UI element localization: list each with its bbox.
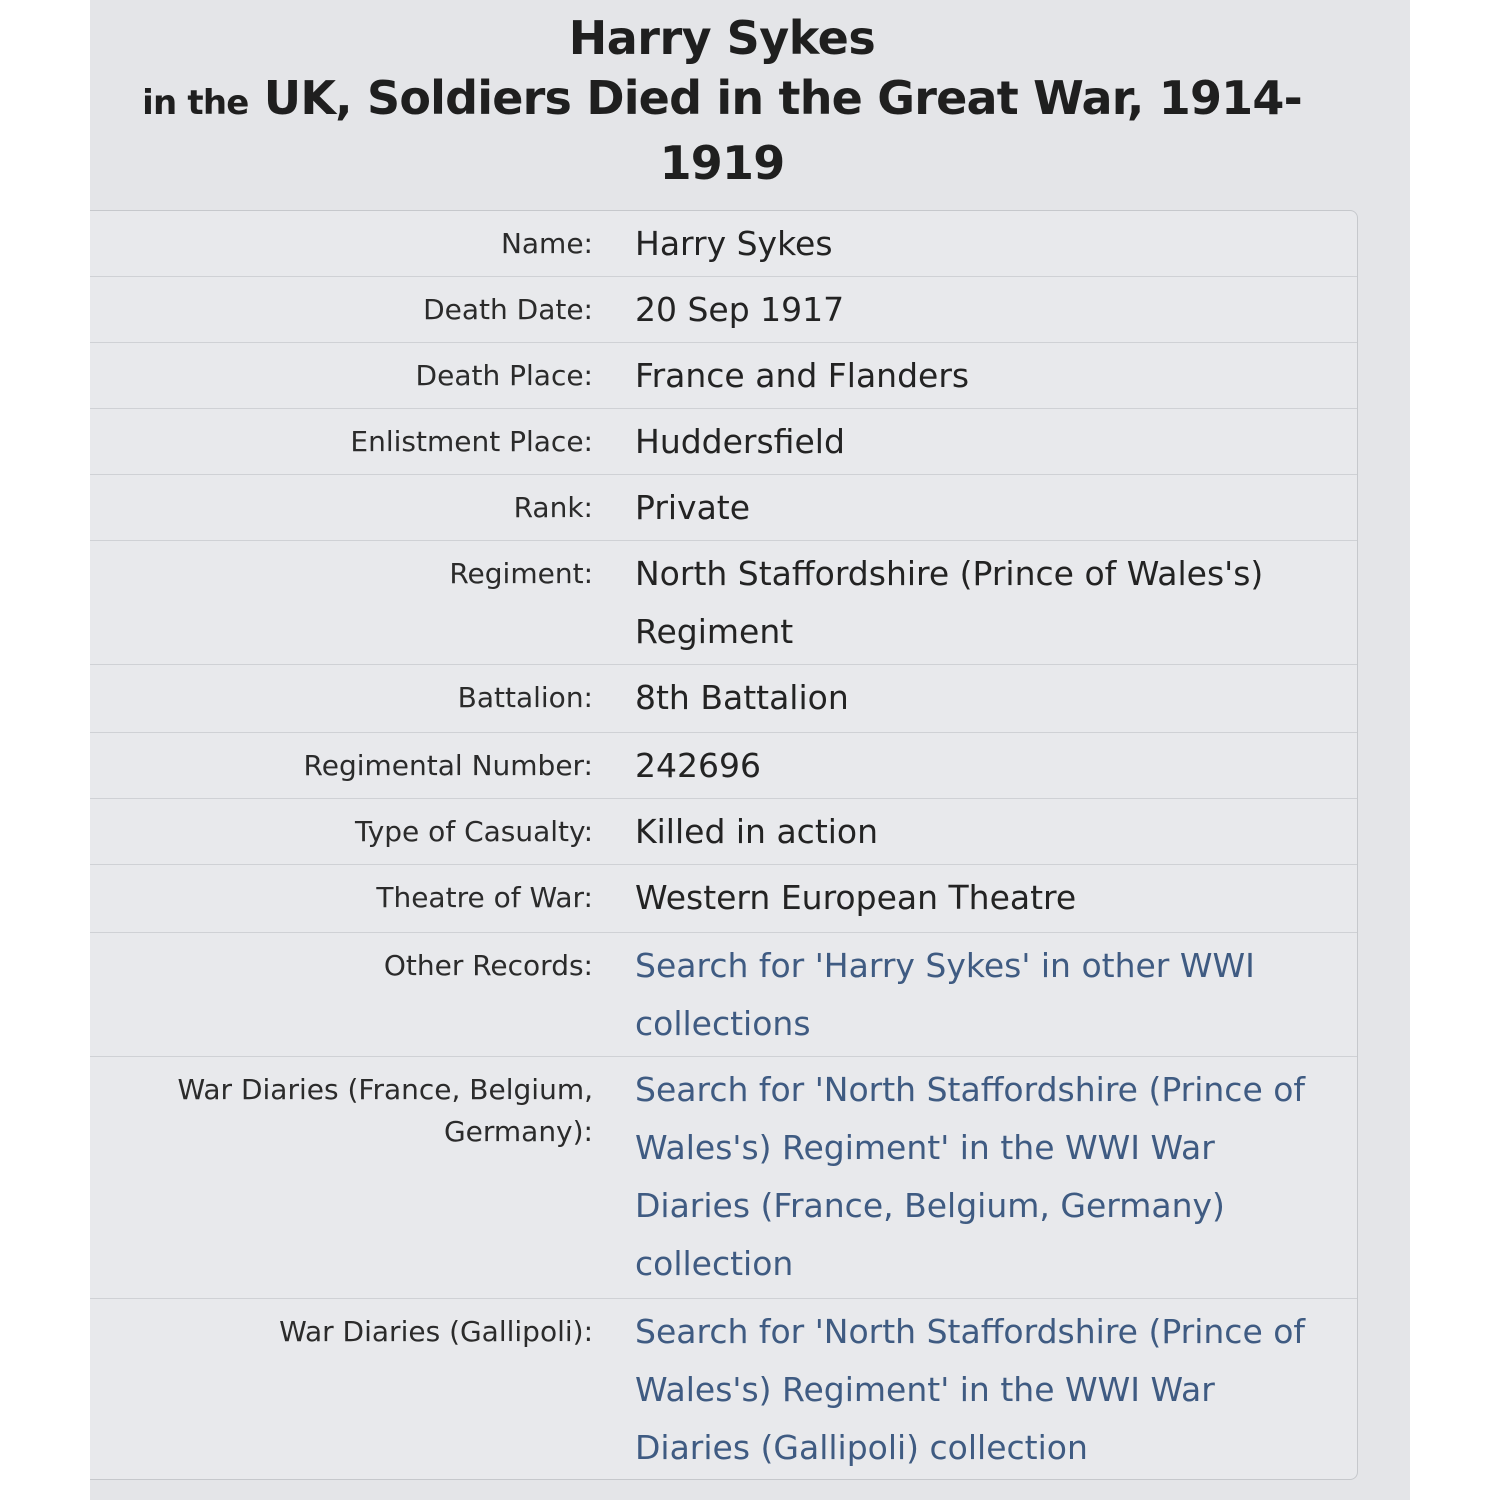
label-regimental-number: Regimental Number: [303,749,593,782]
value-death-place: France and Flanders [635,356,970,395]
collection-prefix: in the [142,83,249,123]
value-war-diaries-gallipoli [635,1299,1357,1479]
label-war-diaries-france: War Diaries (France, Belgium, Germany): [177,1073,593,1148]
label-rank: Rank: [513,491,593,524]
row-rank [90,475,1357,541]
row-regiment [90,541,1357,665]
row-war-diaries-gallipoli [90,1299,1357,1479]
value-death-date: 20 Sep 1917 [635,290,845,329]
value-name: Harry Sykes [635,224,833,263]
label-enlistment-place: Enlistment Place: [350,425,593,458]
label-death-date: Death Date: [423,293,593,326]
value-war-diaries-france [635,1057,1357,1298]
collection-heading [90,68,1354,193]
row-name [90,211,1357,277]
war-diaries-france-search-link[interactable]: Search for 'North Staffordshire (Prince of Wales's) Regiment' in the WWI War Diaries (France, Belgium, Germany) collection [635,1070,1306,1283]
record-page [90,0,1410,1500]
label-battalion: Battalion: [457,681,593,714]
value-rank: Private [635,488,751,527]
row-enlistment-place [90,409,1357,475]
label-name: Name: [500,227,593,260]
value-regiment: North Staffordshire (Prince of Wales's) Regiment [635,554,1264,651]
label-theatre-of-war: Theatre of War: [376,881,593,914]
collection-title: UK, Soldiers Died in the Great War, 1914-1919 [263,71,1302,190]
label-war-diaries-gallipoli: War Diaries (Gallipoli): [279,1315,593,1348]
row-regimental-number [90,733,1357,799]
war-diaries-gallipoli-search-link[interactable]: Search for 'North Staffordshire (Prince of Wales's) Regiment' in the WWI War Diaries (Gallipoli) collection [635,1312,1306,1467]
row-other-records [90,933,1357,1057]
row-type-of-casualty [90,799,1357,865]
value-type-of-casualty: Killed in action [635,812,879,851]
page-title [90,8,1354,193]
person-name-heading: Harry Sykes [568,11,876,65]
row-death-place [90,343,1357,409]
label-type-of-casualty: Type of Casualty: [354,815,593,848]
label-death-place: Death Place: [415,359,593,392]
other-records-search-link[interactable]: Search for 'Harry Sykes' in other WWI collections [635,946,1255,1043]
row-theatre-of-war [90,865,1357,933]
value-enlistment-place: Huddersfield [635,422,845,461]
row-war-diaries-france [90,1057,1357,1299]
row-battalion [90,665,1357,733]
record-table [90,210,1358,1480]
value-theatre-of-war: Western European Theatre [635,878,1077,917]
label-regiment: Regiment: [449,557,593,590]
label-other-records: Other Records: [383,949,593,982]
value-other-records [635,933,1357,1056]
value-battalion: 8th Battalion [635,678,849,717]
row-death-date [90,277,1357,343]
value-regimental-number: 242696 [635,746,761,785]
